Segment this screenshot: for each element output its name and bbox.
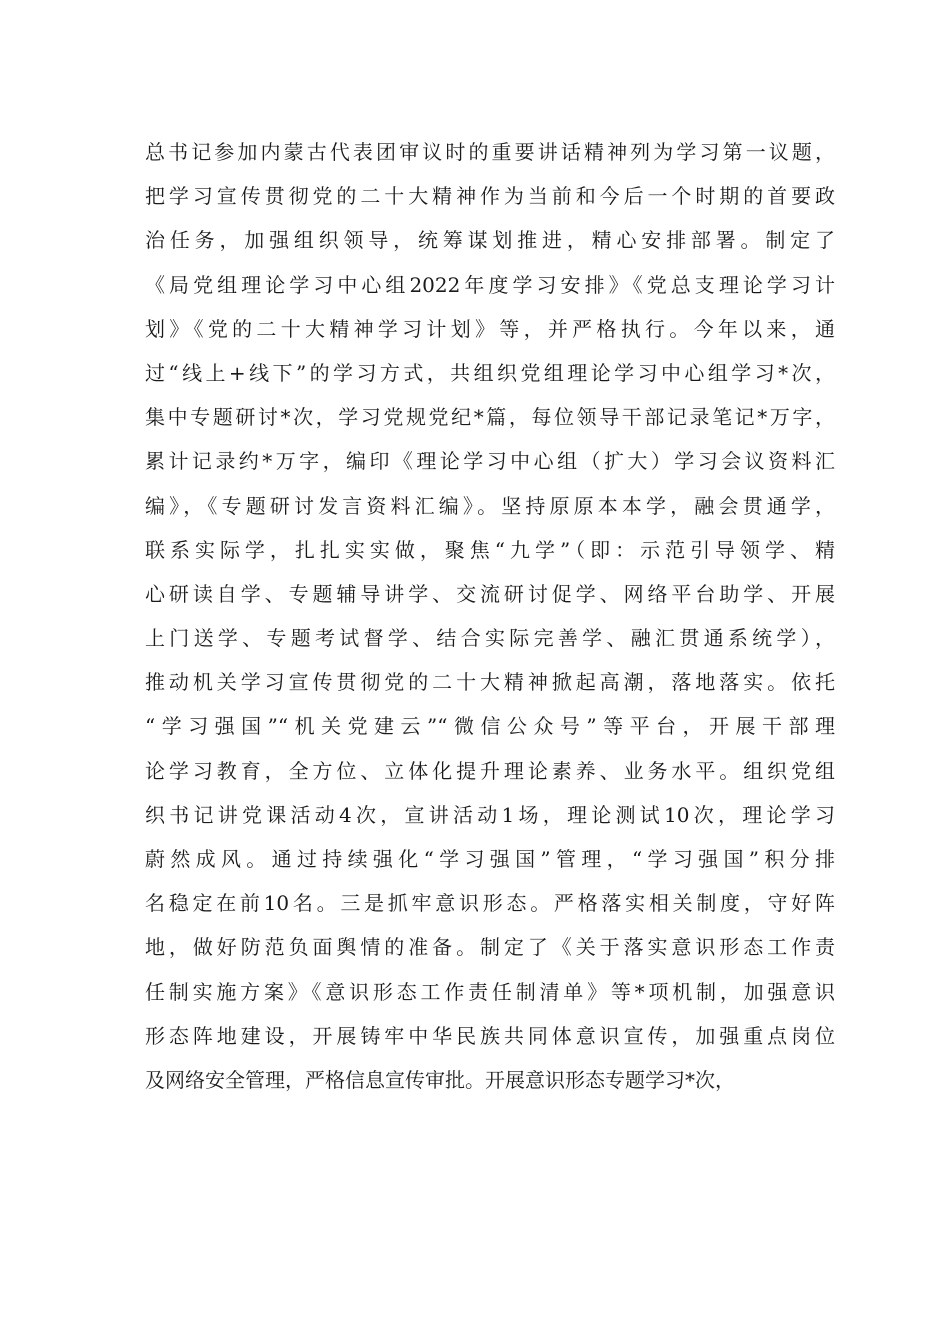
text-line-13: 推动机关学习宣传贯彻党的二十大精神掀起高潮，落地落实。依托 (145, 670, 835, 695)
text-line-2: 把学习宣传贯彻党的二十大精神作为当前和今后一个时期的首要政 (145, 184, 835, 209)
text-line-12: 上门送学、专题考试督学、结合实际完善学、融汇贯通系统学）， (145, 626, 835, 651)
text-line-19: 地，做好防范负面舆情的准备。制定了《关于落实意识形态工作责 (145, 935, 835, 960)
text-line-9: 编》，《专题研讨发言资料汇编》。坚持原原本本学，融会贯通学， (145, 493, 835, 518)
text-line-5: 划》《党的二十大精神学习计划》等，并严格执行。今年以来，通 (145, 316, 835, 341)
text-line-4: 《局党组理论学习中心组2022年度学习安排》《党总支理论学习计 (145, 272, 835, 297)
text-line-8: 累计记录约*万字，编印《理论学习中心组（扩大）学习会议资料汇 (145, 449, 835, 474)
text-line-3: 治任务，加强组织领导，统筹谋划推进，精心安排部署。制定了 (145, 228, 835, 253)
text-line-14: “学习强国”“机关党建云”“微信公众号”等平台，开展干部理 (145, 714, 835, 739)
text-line-11: 心研读自学、专题辅导讲学、交流研讨促学、网络平台助学、开展 (145, 581, 835, 606)
text-line-1: 总书记参加内蒙古代表团审议时的重要讲话精神列为学习第一议题， (145, 140, 835, 164)
body-paragraph (145, 130, 835, 1102)
text-line-22: 及网络安全管理，严格信息宣传审批。开展意识形态专题学习*次， (145, 1067, 735, 1092)
text-line-15: 论学习教育，全方位、立体化提升理论素养、业务水平。组织党组 (145, 758, 835, 783)
text-line-6: 过“线上+线下”的学习方式，共组织党组理论学习中心组学习*次， (145, 360, 835, 385)
text-line-21: 形态阵地建设，开展铸牢中华民族共同体意识宣传，加强重点岗位 (145, 1023, 835, 1048)
text-line-7: 集中专题研讨*次，学习党规党纪*篇，每位领导干部记录笔记*万字， (145, 405, 835, 430)
text-line-20: 任制实施方案》《意识形态工作责任制清单》等*项机制，加强意识 (145, 979, 835, 1004)
text-line-18: 名稳定在前10名。三是抓牢意识形态。严格落实相关制度，守好阵 (145, 891, 835, 916)
text-line-10: 联系实际学，扎扎实实做，聚焦“九学”（即：示范引导领学、精 (145, 537, 835, 562)
text-line-16: 织书记讲党课活动4次，宣讲活动1场，理论测试10次，理论学习 (145, 802, 835, 827)
text-line-17: 蔚然成风。通过持续强化“学习强国”管理，“学习强国”积分排 (145, 847, 835, 871)
